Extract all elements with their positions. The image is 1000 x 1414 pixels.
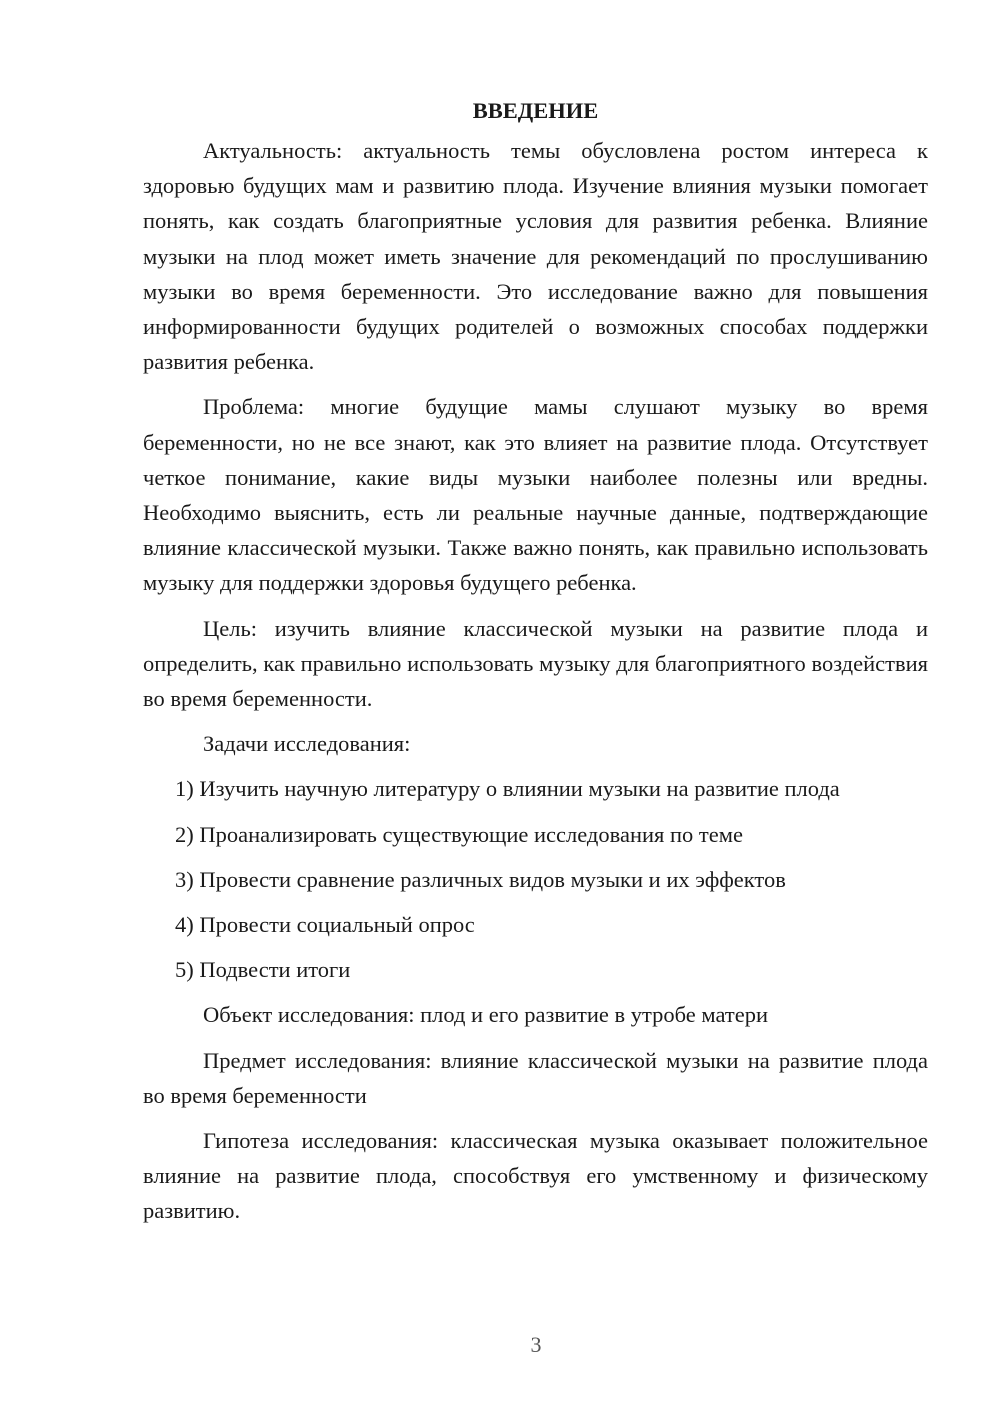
paragraph-subject: Предмет исследования: влияние классической музыки на развитие плода во время беременности <box>143 1047 928 1108</box>
tasks-list <box>143 771 928 987</box>
section-title: ВВЕДЕНИЕ <box>472 98 599 123</box>
paragraph-relevance: Актуальность: актуальность темы обусловлена ростом интереса к здоровью будущих мам и развитию плода. Изучение влияния музыки помогает понять, как создать благоприятные условия для развития ребенка. Влияние музыки на плод может иметь значение для рекомендаций по прослушиванию музыки во время беременности. Это исследование важно для повышения информированности будущих родителей о возможных способах поддержки развития ребенка. <box>143 138 928 375</box>
list-item: 3) Провести сравнение различных видов музыки и их эффектов <box>175 866 786 892</box>
tasks-heading: Задачи исследования: <box>203 731 411 757</box>
page-number: 3 <box>530 1332 542 1357</box>
list-item: 4) Провести социальный опрос <box>175 912 475 938</box>
list-item: 2) Проанализировать существующие исследования по теме <box>175 821 743 847</box>
document-page <box>143 92 928 1239</box>
paragraph-goal: Цель: изучить влияние классической музыки на развитие плода и определить, как правильно использовать музыку для благоприятного воздействия во время беременности. <box>143 615 928 712</box>
paragraph-problem: Проблема: многие будущие мамы слушают музыку во время беременности, но не все знают, как это влияет на развитие плода. Отсутствует четкое понимание, какие виды музыки наиболее полезны или вредны. Необходимо выяснить, есть ли реальные научные данные, подтверждающие влияние классической музыки. Также важно понять, как правильно использовать музыку для поддержки здоровья будущего ребенка. <box>143 394 928 596</box>
paragraph-object: Объект исследования: плод и его развитие в утробе матери <box>203 1002 768 1028</box>
list-item: 1) Изучить научную литературу о влиянии музыки на развитие плода <box>175 776 840 802</box>
list-item: 5) Подвести итоги <box>175 957 351 983</box>
paragraph-hypothesis: Гипотеза исследования: классическая музыка оказывает положительное влияние на развитие плода, способствуя его умственному и физическому развитию. <box>143 1128 928 1224</box>
